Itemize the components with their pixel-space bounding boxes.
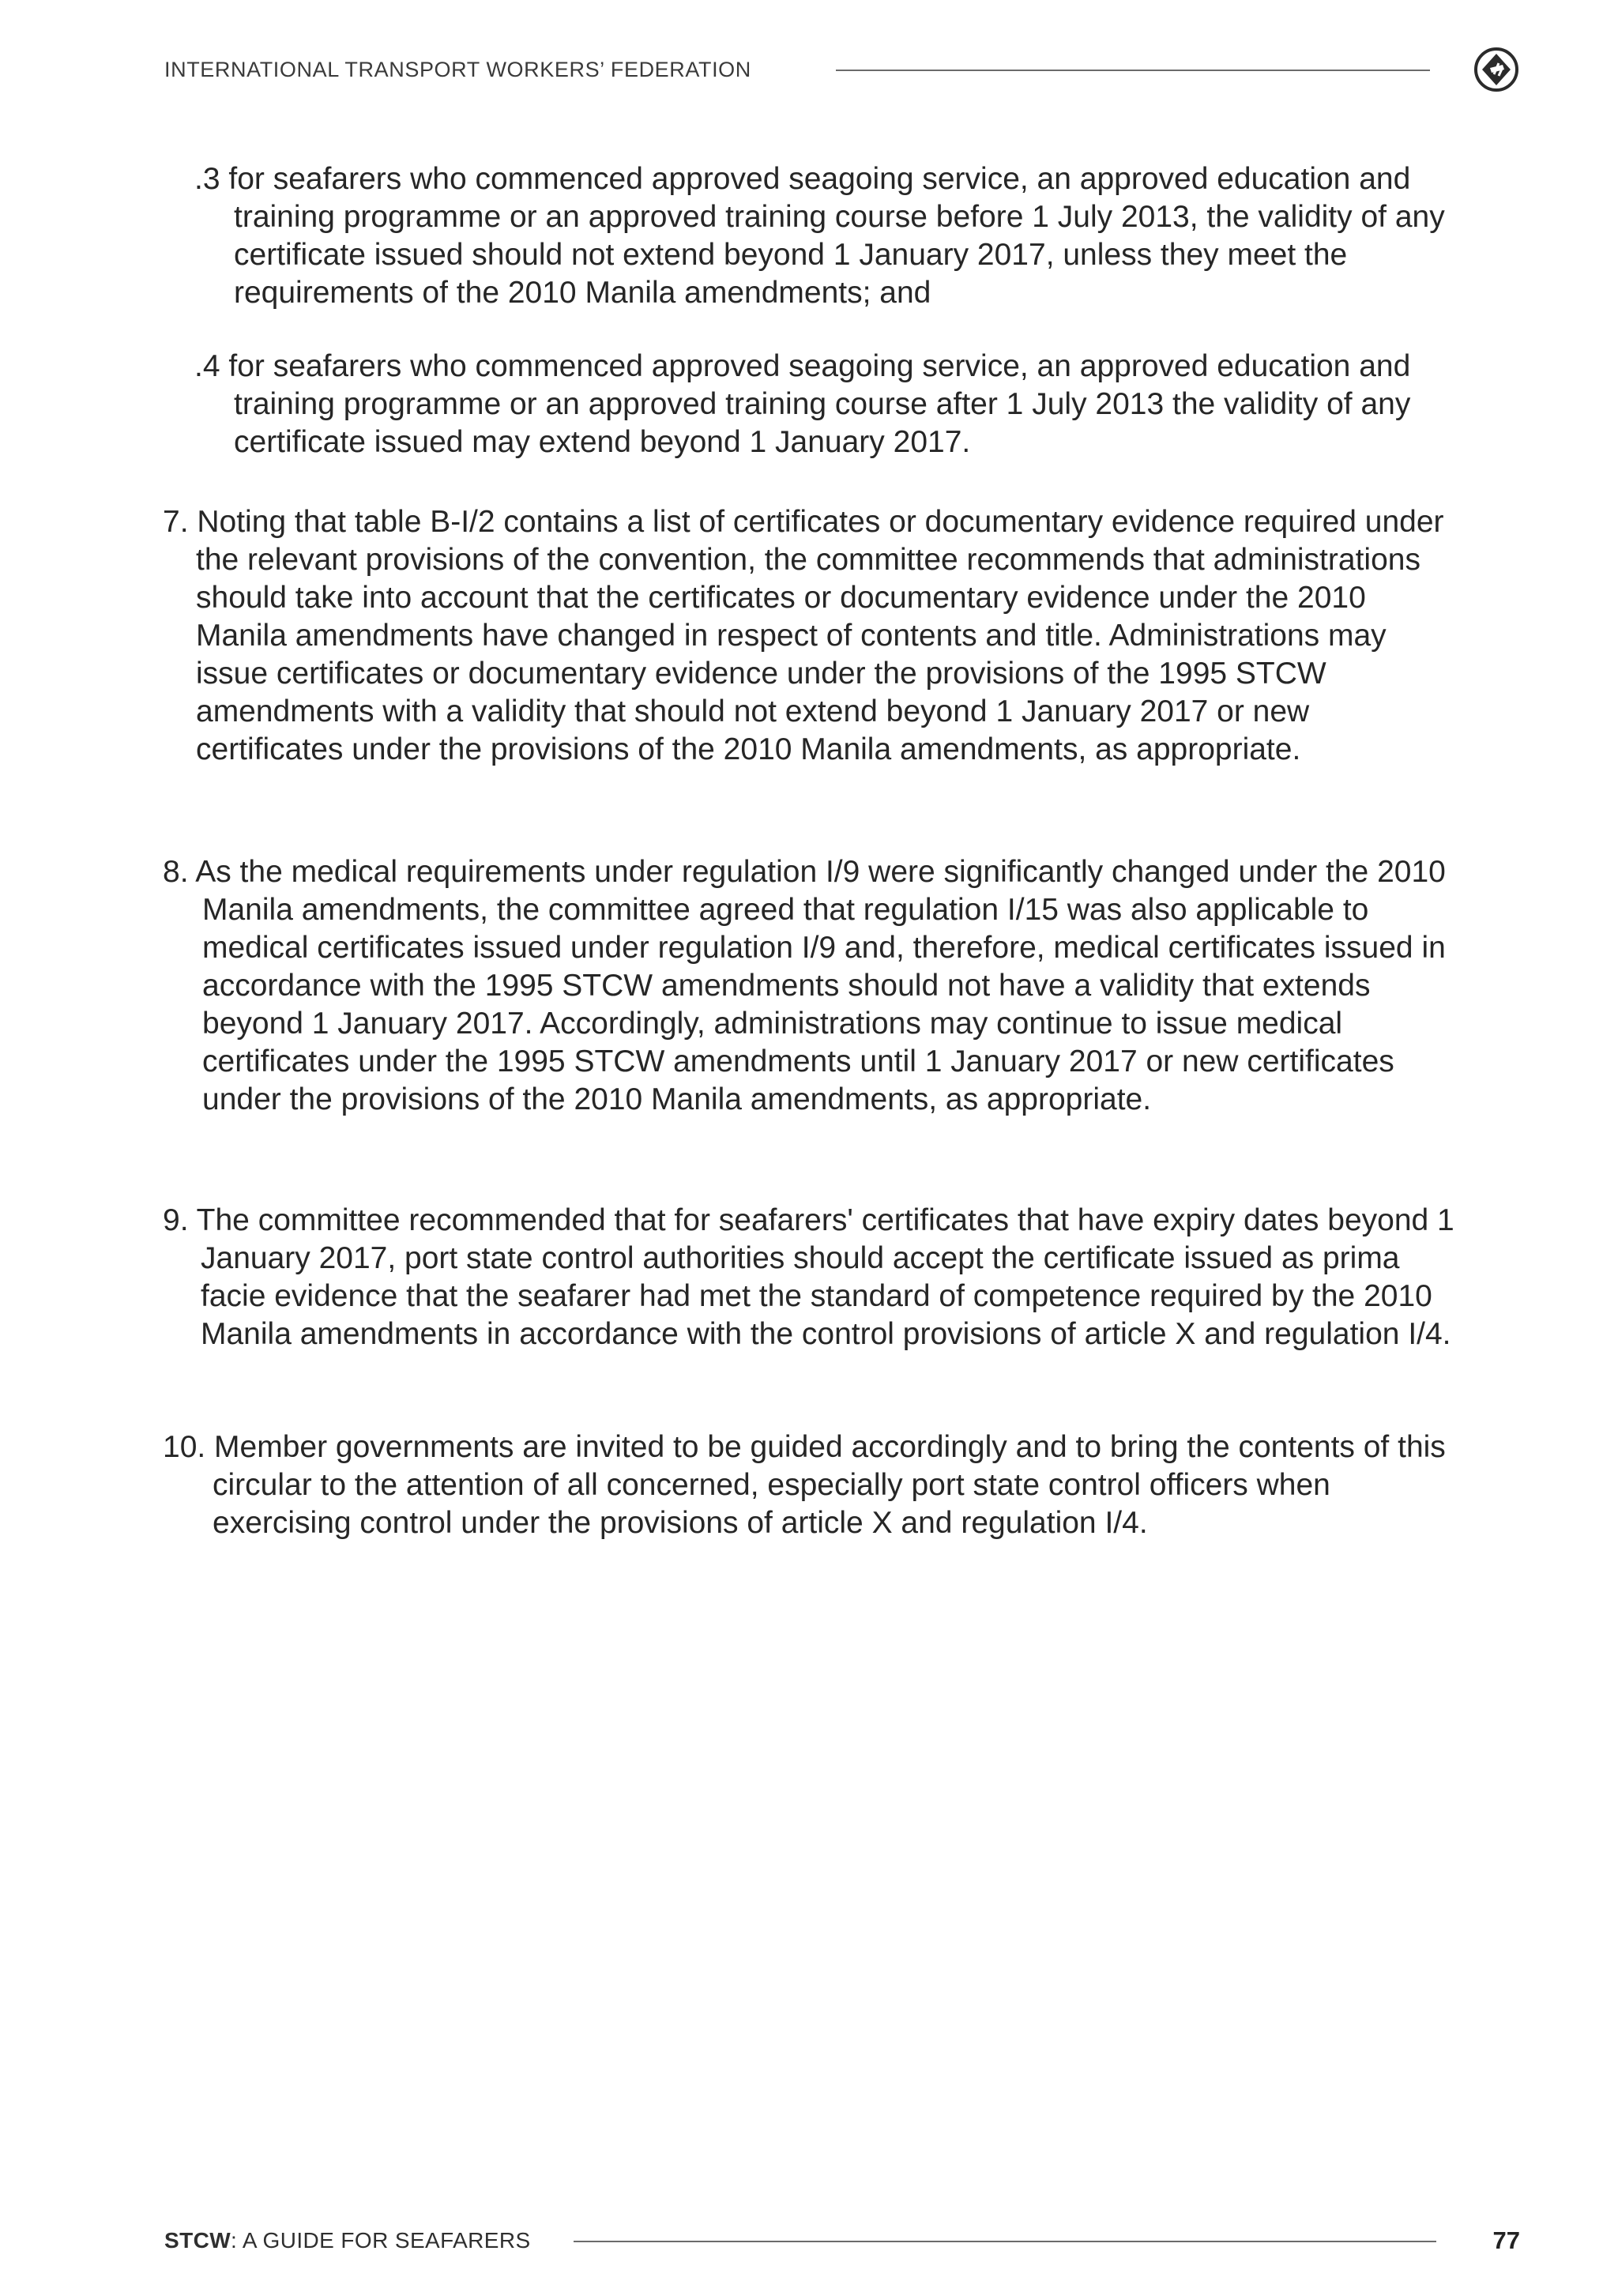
header-divider [836,70,1430,71]
list-item-10-text: 10. Member governments are invited to be guided accordingly and to bring the contents of this circular to the attention of all concerned, especially port state control officers when exercising control under the provisions of article X and regulation I/4. [163,1430,1446,1540]
header-title: INTERNATIONAL TRANSPORT WORKERS’ FEDERATION [164,58,751,81]
list-item-sub-4-text: .4 for seafarers who commenced approved seagoing service, an approved education and training programme or an approved training course after 1 July 2013 the validity of any certificate issued may extend beyond 1 January 2017. [194,349,1411,459]
list-item-7 [163,503,1458,769]
list-item-9 [163,1202,1458,1353]
list-item-8-text: 8. As the medical requirements under regulation I/9 were significantly changed under the 2010 Manila amendments, the committee agreed that regulation I/15 was also applicable to medical certificates issued under regulation I/9 and, therefore, medical certificates issued in accordance with the 1995 STCW amendments should not have a validity that extends beyond 1 January 2017. Accordingly, administrations may continue to issue medical certificates under the 1995 STCW amendments until 1 January 2017 or new certificates under the provisions of the 2010 Manila amendments, as appropriate. [163,855,1446,1116]
list-item-sub-3 [194,160,1474,312]
list-item-sub-4 [194,348,1474,461]
footer-title-rest: : A GUIDE FOR SEAFARERS [231,2228,531,2253]
footer-title [164,2225,531,2256]
list-item-10 [163,1428,1458,1542]
page-header [164,54,1520,92]
page-number: 77 [1492,2226,1520,2254]
footer-divider [574,2241,1436,2242]
page-footer [164,2225,1520,2263]
itf-logo-icon [1473,46,1520,93]
list-item-sub-3-text: .3 for seafarers who commenced approved seagoing service, an approved education and training programme or an approved training course before 1 July 2013, the validity of any certificate issued should not extend beyond 1 January 2017, unless they meet the requirements of the 2010 Manila amendments; and [194,162,1445,310]
footer-title-bold: STCW [164,2228,231,2253]
list-item-8 [163,853,1466,1119]
list-item-9-text: 9. The committee recommended that for seafarers' certificates that have expiry dates beyond 1 January 2017, port state control authorities should accept the certificate issued as prima facie evidence that the seafarer had met the standard of competence required by the 2010 Manila amendments in accordance with the control provisions of article X and regulation I/4. [163,1203,1454,1351]
list-item-7-text: 7. Noting that table B-I/2 contains a list of certificates or documentary evidence required under the relevant provisions of the convention, the committee recommends that administrations should take into account that the certificates or documentary evidence under the 2010 Manila amendments have changed in respect of contents and title. Administrations may issue certificates or documentary evidence under the provisions of the 1995 STCW amendments with a validity that should not extend beyond 1 January 2017 or new certificates under the provisions of the 2010 Manila amendments, as appropriate. [163,505,1444,766]
itf-logo-graphic [1473,46,1520,93]
